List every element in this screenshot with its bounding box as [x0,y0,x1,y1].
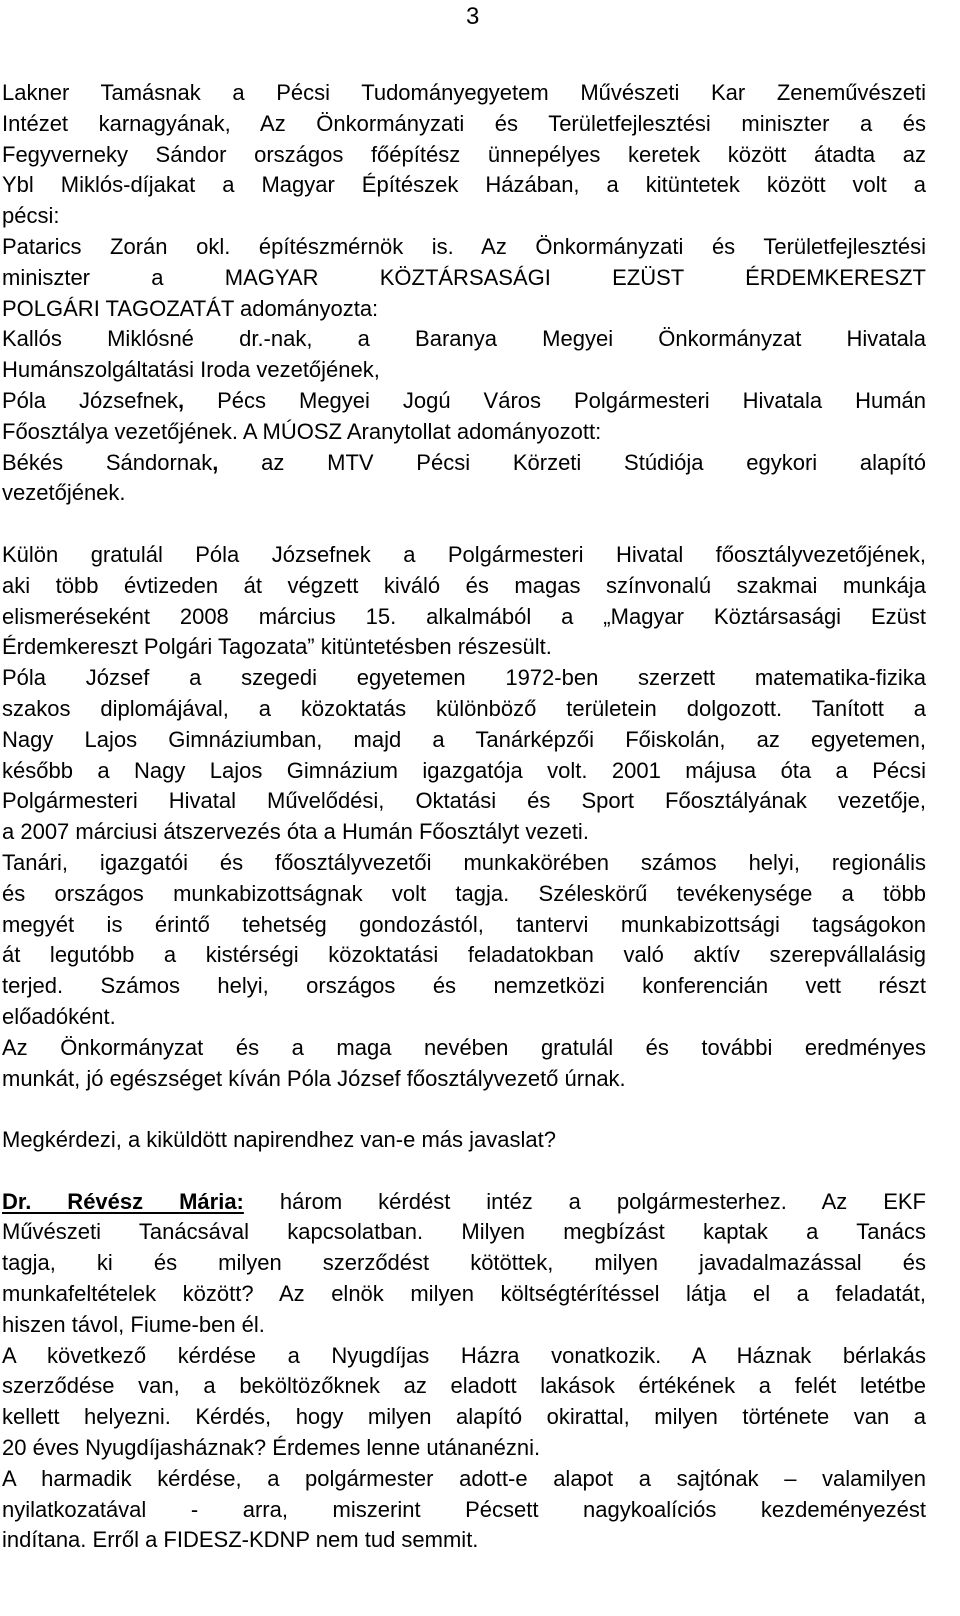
text-line: Az Önkormányzat és a maga nevében gratulál és további eredményes [2,1034,926,1060]
text-line: tagja, ki és milyen szerződést kötöttek, milyen javadalmazással és [2,1250,926,1276]
text-line: A harmadik kérdése, a polgármester adott-e alapot a sajtónak – valamilyen [2,1465,926,1491]
text-line: indítana. Erről a FIDESZ-KDNP nem tud semmit. [2,1527,479,1553]
text-line: munkát, jó egészséget kíván Póla József főosztályvezető úrnak. [2,1065,626,1091]
paragraph-gap [2,509,926,540]
text-line: Kallós Miklósné dr.-nak, a Baranya Megyei Önkormányzat Hivatala [2,326,926,352]
awardee-name: Patarics Zorán okl. építészmérnök is. [2,233,454,259]
awardee-name: Póla Józsefnek [2,387,179,413]
text-line: terjed. Számos helyi, országos és nemzetközi konferencián vett részt [2,973,926,999]
text-line: vezetőjének. [2,480,126,506]
text-line: Művészeti Tanácsával kapcsolatban. Milyen megbízást kaptak a Tanács [2,1219,926,1245]
text-line: Patarics Zorán okl. építészmérnök is. Az Önkormányzati és Területfejlesztési [2,233,926,259]
paragraph-gap [2,1156,926,1187]
text-line: aki több évtizeden át végzett kiváló és magas színvonalú szakmai munkája [2,572,926,598]
text-line: elismeréseként 2008 március 15. alkalmából a „Magyar Köztársasági Ezüst [2,603,926,629]
text-line: Humánszolgáltatási Iroda vezetőjének, [2,357,380,383]
text-line: Főosztálya vezetőjének. A MÚOSZ Aranytollat adományozott: [2,418,602,444]
text-line: Polgármesteri Hivatal Művelődési, Oktatási és Sport Főosztályának vezetője, [2,788,926,814]
text-line: Póla József a szegedi egyetemen 1972-ben szerzett matematika-fizika [2,665,926,691]
text-line: kellett helyezni. Kérdés, hogy milyen alapító okirattal, milyen története van a [2,1404,926,1430]
text-line: Nagy Lajos Gimnáziumban, majd a Tanárképzői Főiskolán, az egyetemen, [2,726,926,752]
text-line: Megkérdezi, a kiküldött napirendhez van-e más javaslat? [2,1127,556,1153]
text-line: POLGÁRI TAGOZATÁT adományozta: [2,295,379,321]
awardee-name: Békés Sándornak [2,449,213,475]
text-line: Dr. Révész Mária: három kérdést intéz a polgármesterhez. Az EKF [2,1188,926,1214]
text-line: és országos munkabizottságnak volt tagja. Széleskörű tevékenysége a több [2,880,926,906]
text-line: pécsi: [2,203,60,229]
text-line: miniszter a MAGYAR KÖZTÁRSASÁGI EZÜST ÉRDEMKERESZT [2,264,926,290]
text-line: Fegyverneky Sándor országos főépítész ünnepélyes keretek között átadta az [2,141,926,167]
page-number: 3 [466,3,480,30]
text-line: Érdemkereszt Polgári Tagozata” kitüntetésben részesült. [2,634,552,660]
text-line: Külön gratulál Póla Józsefnek a Polgármesteri Hivatal főosztályvezetőjének, [2,541,926,567]
text-line: Póla Józsefnek, Pécs Megyei Jogú Város Polgármesteri Hivatala Humán [2,387,926,413]
text-line: A következő kérdése a Nyugdíjas Házra vonatkozik. A Háznak bérlakás [2,1342,926,1368]
text-line: át legutóbb a kistérségi közoktatási feladatokban való aktív szerepvállalásig [2,942,926,968]
text-line: a 2007 márciusi átszervezés óta a Humán Főosztályt vezeti. [2,819,589,845]
document-body [2,78,926,1556]
text-line: Intézet karnagyának, Az Önkormányzati és Területfejlesztési miniszter a és [2,110,926,136]
text-line: hiszen távol, Fiume-ben él. [2,1311,265,1337]
text-line: Tanári, igazgatói és főosztályvezetői munkakörében számos helyi, regionális [2,849,926,875]
text-line: szerződése van, a beköltözőknek az eladott lakások értékének a felét letétbe [2,1373,926,1399]
text-line: előadóként. [2,1003,116,1029]
speaker-name: Dr. Révész Mária: [2,1188,244,1214]
text-line: Ybl Miklós-díjakat a Magyar Építészek Házában, a kitüntetek között volt a [2,172,926,198]
text-line: 20 éves Nyugdíjasháznak? Érdemes lenne utánanézni. [2,1435,541,1461]
text-line: megyét is érintő tehetség gondozástól, tantervi munkabizottsági tagságokon [2,911,926,937]
text-line: munkafeltételek között? Az elnök milyen költségtérítéssel látja el a feladatát, [2,1281,926,1307]
text-line: később a Nagy Lajos Gimnázium igazgatója volt. 2001 májusa óta a Pécsi [2,757,926,783]
text-line: Lakner Tamásnak a Pécsi Tudományegyetem Művészeti Kar Zeneművészeti [2,80,926,105]
text-line: Békés Sándornak, az MTV Pécsi Körzeti Stúdiója egykori alapító [2,449,926,475]
text-line: szakos diplomájával, a közoktatás különböző területein dolgozott. Tanított a [2,695,926,721]
paragraph-gap [2,1094,926,1125]
text-line: nyilatkozatával - arra, miszerint Pécsett nagykoalíciós kezdeményezést [2,1496,926,1522]
